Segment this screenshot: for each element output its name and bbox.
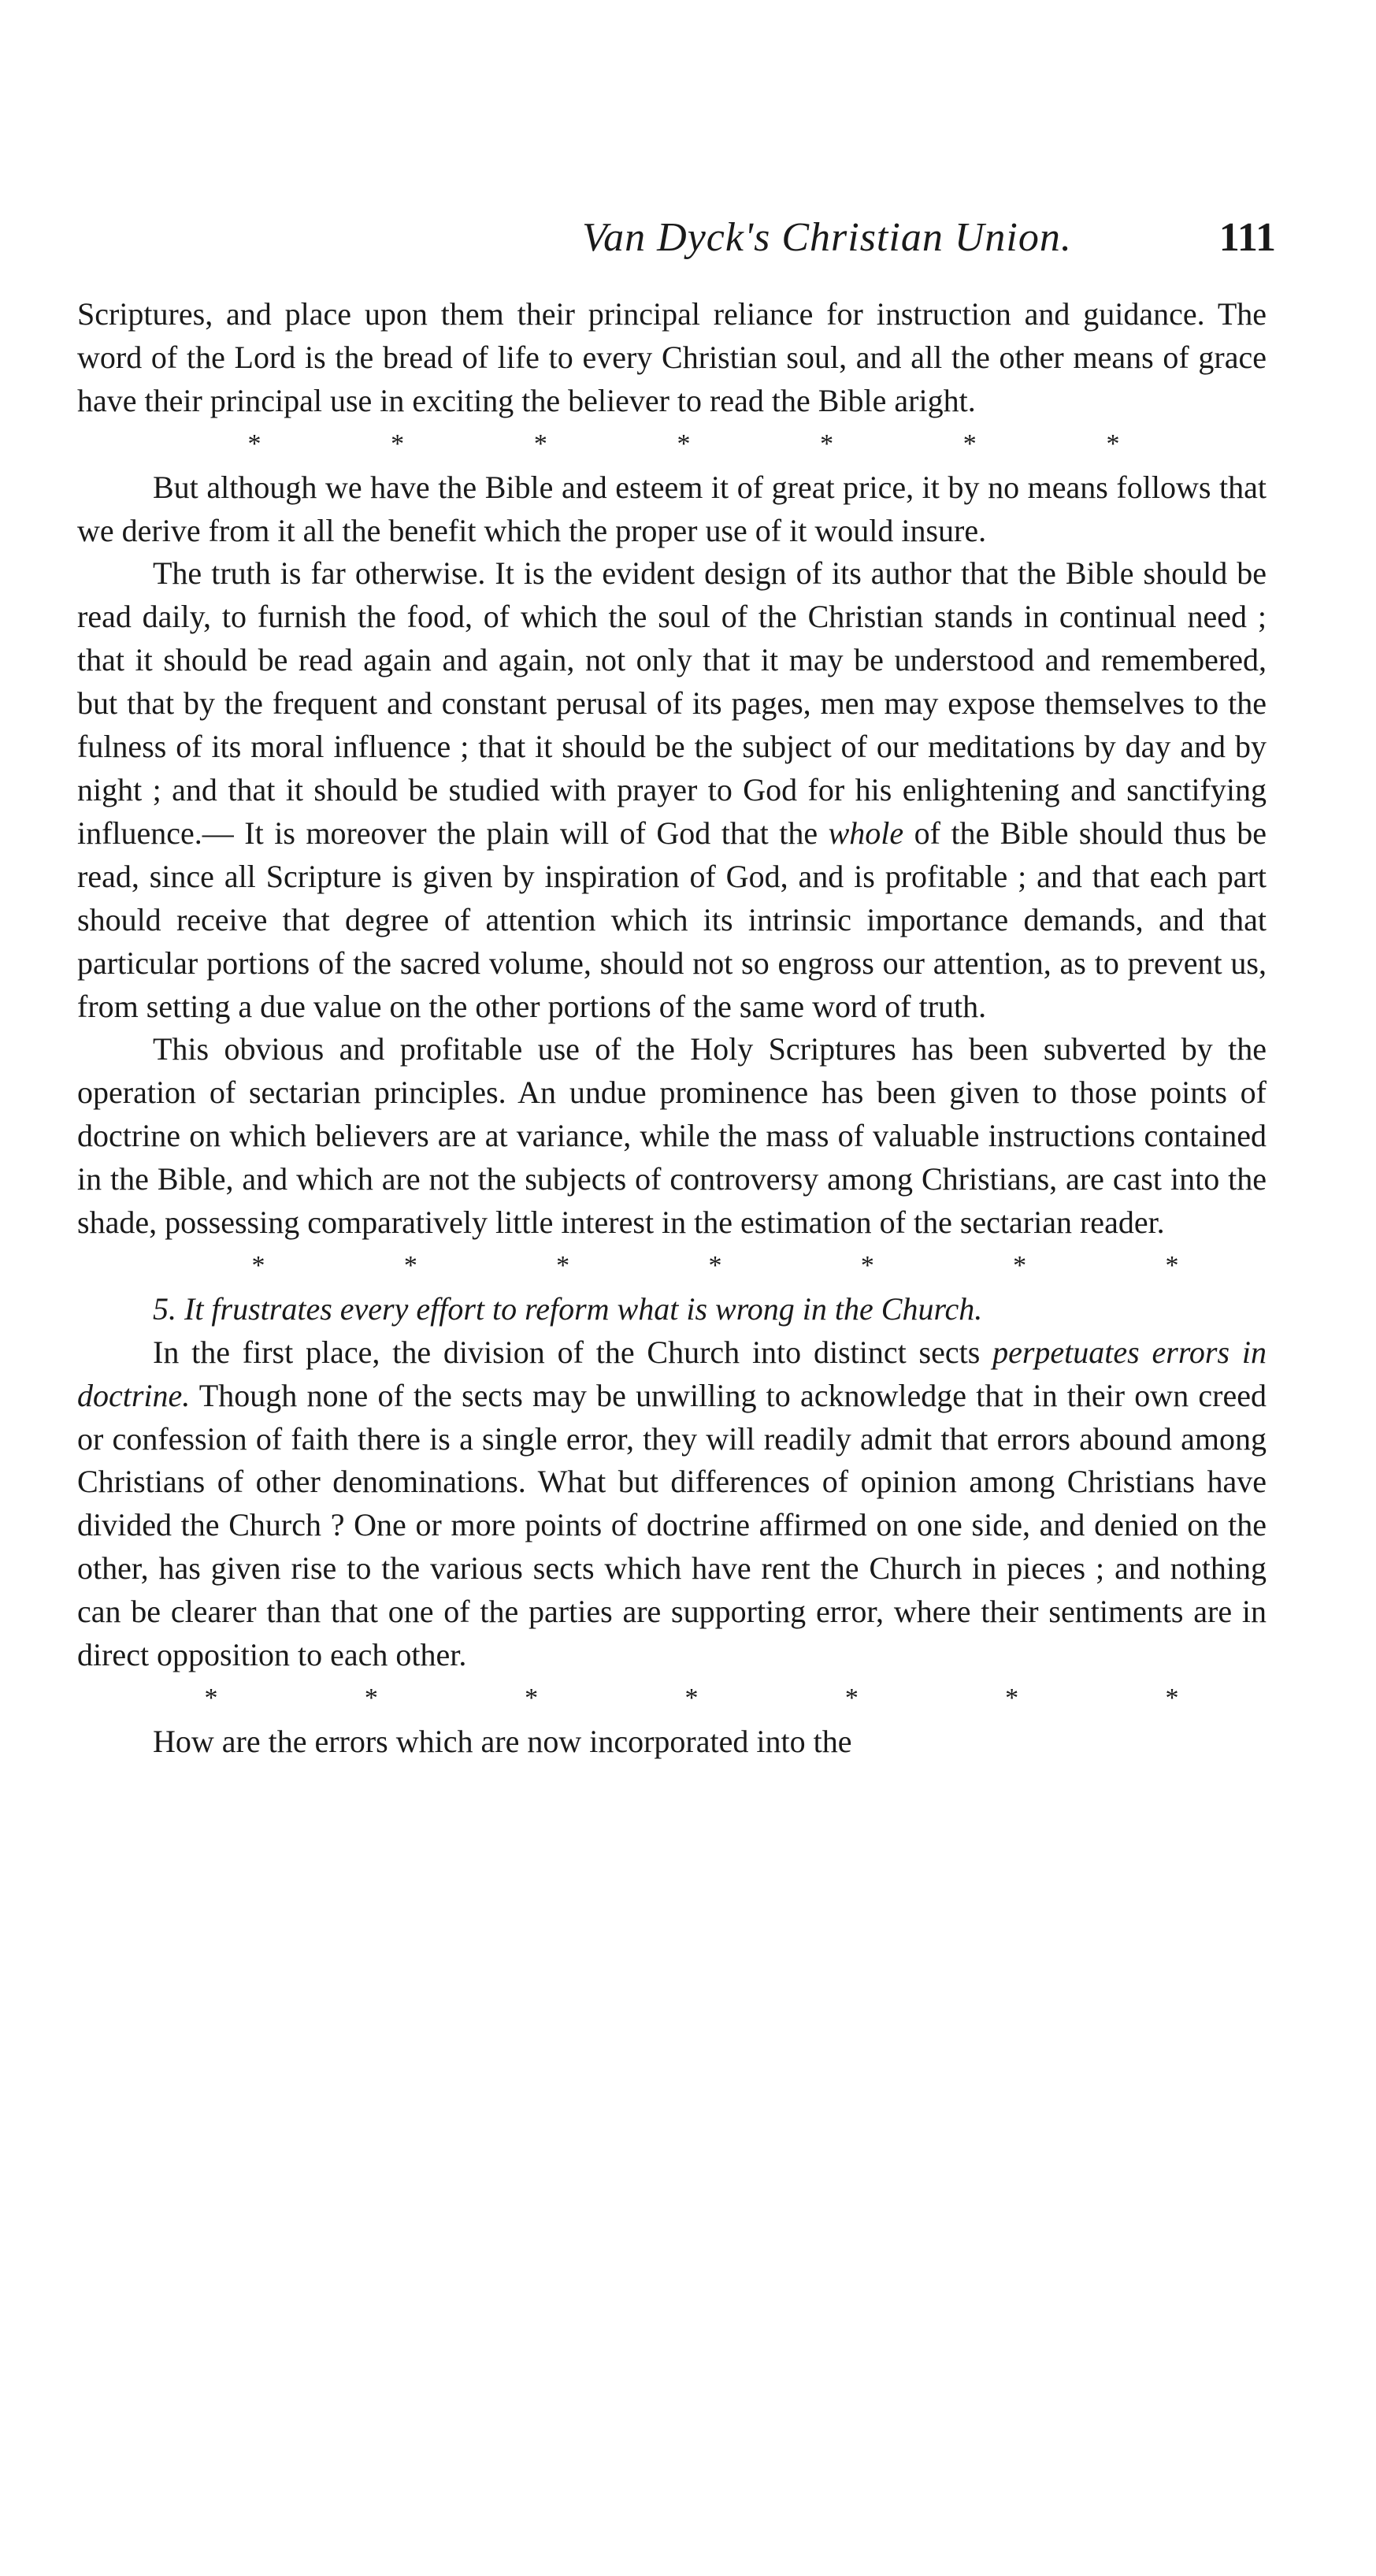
- star: *: [708, 1250, 722, 1280]
- emphasis: whole: [828, 815, 904, 851]
- paragraph-text: The truth is far otherwise. It is the evident design of its author that the Bible should be read daily, to furnish the food, of which the soul of the Christian stands in continual need ; that it should be read again and again, not only that it may be understood and remembered, but that by the frequent and constant perusal of its pages, men may expose themselves to the fulness of its moral influence ; that it should be the subject of our meditations by day and by night ; and that it should be studied with prayer to God for his enlightening and sanctifying influence.— It is moreover the plain will of God that the: [77, 555, 1267, 851]
- section-heading: 5. It frustrates every effort to reform what is wrong in the Church.: [153, 1290, 983, 1327]
- body-text: [77, 293, 1267, 1764]
- paragraph: [77, 552, 1267, 1028]
- star: *: [1165, 1683, 1179, 1713]
- star: *: [556, 1250, 570, 1280]
- star: *: [533, 429, 547, 458]
- star: *: [820, 429, 834, 458]
- star: *: [525, 1683, 539, 1713]
- star: *: [1013, 1250, 1027, 1280]
- star: *: [247, 429, 261, 458]
- paragraph-text: Though none of the sects may be unwilling to acknowledge that in their own creed or confession of faith there is a single error, they will readily admit that errors abound among Christians of other denominations. What but differences of opinion among Christians have divided the Church ? One or more points of doctrine affirmed on one side, and denied on the other, has given rise to the various sects which have rent the Church in pieces ; and nothing can be clearer than that one of the parties are supporting error, where their sentiments are in direct opposition to each other.: [77, 1377, 1267, 1673]
- star: *: [391, 429, 405, 458]
- section-break-stars: [239, 423, 1129, 466]
- paragraph-continued: Scriptures, and place upon them their principal reliance for instruction and guidance. The word of the Lord is the bread of life to every Christian soul, and all the other means of grace have their principal use in exciting the believer to read the Bible aright.: [77, 296, 1267, 418]
- paragraph: How are the errors which are now incorporated into the: [153, 1723, 852, 1759]
- star: *: [403, 1250, 417, 1280]
- star: *: [1005, 1683, 1019, 1713]
- page-header: [378, 206, 1276, 269]
- paragraph: [77, 1331, 1267, 1677]
- paragraph: But although we have the Bible and esteem it of great price, it by no means follows that we derive from it all the benefit which the proper use of it would insure.: [77, 469, 1267, 548]
- star: *: [251, 1250, 265, 1280]
- star: *: [677, 429, 691, 458]
- emphasis: perpetuates errors in doctrine.: [77, 1334, 1267, 1413]
- star: *: [844, 1683, 859, 1713]
- paragraph-text: of the Bible should thus be read, since all Scripture is given by inspiration of God, and is profitable ; and that each part should receive that degree of attention which its intrinsic importance demands, and that particular portions of the sacred volume, should not so engross our attention, as to prevent us, from setting a due value on the other portions of the same word of truth.: [77, 815, 1267, 1024]
- star: *: [860, 1250, 874, 1280]
- section-break-stars: [243, 1245, 1188, 1288]
- page-number: 111: [1218, 215, 1276, 260]
- star: *: [204, 1683, 218, 1713]
- star: *: [1165, 1250, 1179, 1280]
- running-title: Van Dyck's Christian Union.: [582, 215, 1072, 260]
- section-break-stars: [195, 1677, 1188, 1720]
- star: *: [364, 1683, 378, 1713]
- star: *: [684, 1683, 699, 1713]
- star: *: [1106, 429, 1120, 458]
- star: *: [962, 429, 977, 458]
- paragraph-text: In the first place, the division of the Church into distinct sects: [153, 1334, 993, 1370]
- paragraph: This obvious and profitable use of the Holy Scriptures has been subverted by the operation of sectarian principles. An undue prominence has been given to those points of doctrine on which believers are at variance, while the mass of valuable instructions contained in the Bible, and which are not the subjects of controversy among Christians, are cast into the shade, possessing comparatively little interest in the estimation of the sectarian reader.: [77, 1031, 1267, 1241]
